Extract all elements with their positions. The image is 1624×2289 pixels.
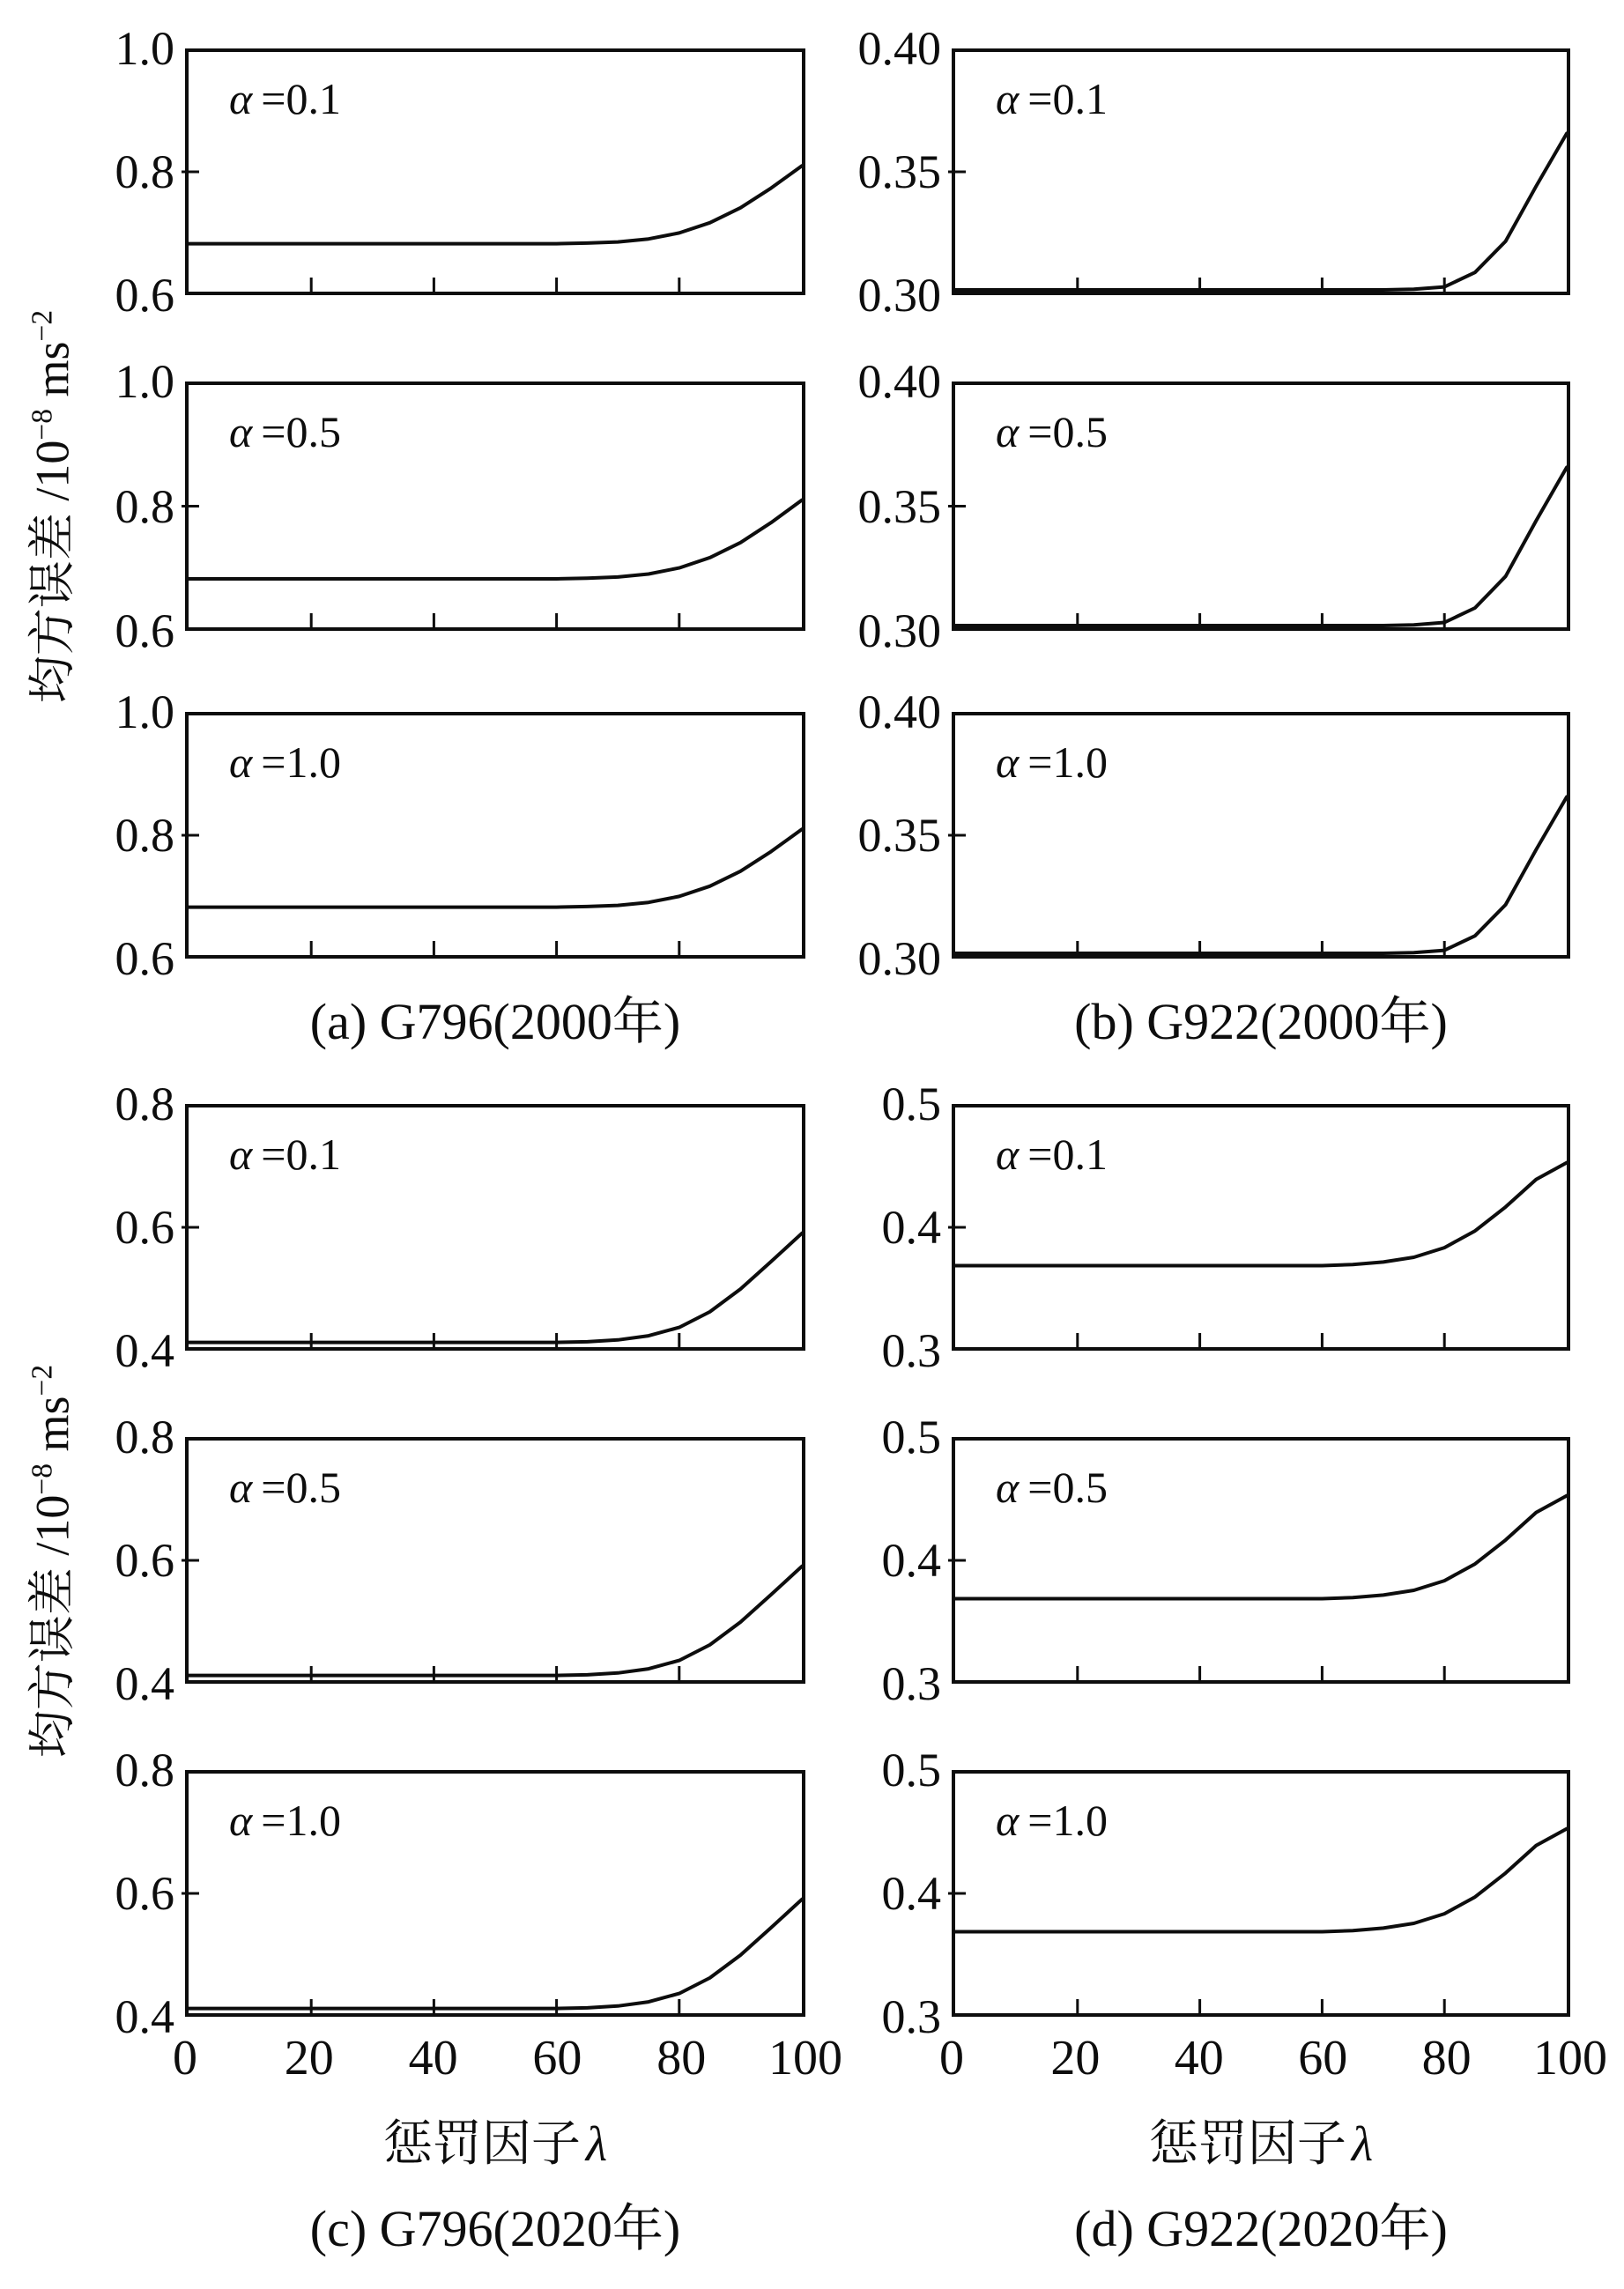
x-axis-label-left — [185, 2113, 805, 2176]
y-tick-label: 0.30 — [857, 932, 941, 985]
x-tick-labels-right — [939, 2026, 1607, 2090]
alpha-value: =0.1 — [1027, 74, 1108, 123]
alpha-symbol: α — [229, 737, 253, 787]
alpha-value: =1.0 — [1027, 737, 1108, 787]
y-axis-label-unit: ms — [26, 341, 79, 410]
alpha-symbol: α — [996, 1130, 1020, 1179]
subplot-b-alpha10 — [952, 712, 1570, 959]
alpha-value: =0.1 — [1027, 1130, 1108, 1179]
x-tick-label: 100 — [768, 2031, 842, 2085]
x-tick-label: 40 — [408, 2031, 458, 2085]
y-tick-label: 0.6 — [115, 269, 174, 322]
y-tick-label: 0.4 — [881, 1867, 941, 1920]
alpha-symbol: α — [229, 1796, 253, 1845]
y-axis-label-text: 均方误差 /10 — [26, 440, 79, 704]
alpha-value: =0.1 — [261, 1130, 341, 1179]
data-curve — [955, 134, 1567, 291]
plot-area-svg — [955, 1774, 1567, 2013]
alpha-symbol: α — [996, 1796, 1020, 1845]
y-tick-label: 0.30 — [857, 604, 941, 657]
alpha-symbol: α — [996, 407, 1020, 456]
alpha-symbol: α — [229, 407, 253, 456]
caption-panel-b: (b) G922(2000年) — [1074, 993, 1448, 1050]
plot-area-svg — [955, 385, 1567, 627]
plot-area-svg — [189, 1774, 802, 2013]
subplot-c-alpha10 — [185, 1770, 805, 2017]
y-tick-label: 0.4 — [115, 1324, 174, 1377]
y-axis-label-unit-exponent: −2 — [26, 309, 59, 342]
alpha-value: =0.1 — [261, 74, 341, 123]
subplot-a-alpha01 — [185, 48, 805, 295]
caption-panel-a: (a) G796(2000年) — [309, 993, 681, 1050]
y-tick-label: 1.0 — [115, 685, 174, 738]
y-axis-label-unit-exponent: −2 — [26, 1364, 59, 1396]
y-tick-label: 0.8 — [115, 479, 174, 533]
x-tick-labels-left — [173, 2026, 842, 2090]
y-tick-label: 0.4 — [881, 1201, 941, 1254]
plot-area-svg — [955, 52, 1567, 292]
x-axis-label-text: 惩罚因子 — [382, 2117, 581, 2172]
y-tick-label: 0.8 — [115, 1411, 174, 1463]
lambda-symbol: λ — [1351, 2117, 1374, 2172]
plot-area-svg — [189, 1107, 802, 1347]
y-tick-label: 0.3 — [881, 1324, 941, 1377]
x-tick-label: 20 — [1050, 2031, 1101, 2085]
alpha-symbol: α — [229, 74, 253, 123]
x-tick-label: 0 — [173, 2031, 197, 2085]
y-tick-label: 0.35 — [857, 145, 941, 198]
x-tick-label: 60 — [532, 2031, 582, 2085]
y-tick-label: 0.3 — [881, 1990, 941, 2043]
x-tick-label: 80 — [1421, 2031, 1472, 2085]
y-tick-label: 0.40 — [857, 355, 941, 408]
y-tick-label: 0.5 — [881, 1078, 941, 1130]
y-tick-label: 1.0 — [115, 22, 174, 75]
data-curve — [955, 1496, 1567, 1599]
subplot-d-alpha10 — [952, 1770, 1570, 2017]
data-curve — [189, 1567, 802, 1676]
plot-area-svg — [955, 1441, 1567, 1680]
y-tick-label: 0.8 — [115, 145, 174, 198]
alpha-symbol: α — [229, 1463, 253, 1512]
y-tick-label: 0.4 — [115, 1657, 174, 1710]
alpha-symbol: α — [996, 1463, 1020, 1512]
alpha-symbol: α — [229, 1130, 253, 1179]
alpha-value: =1.0 — [261, 1796, 341, 1845]
subplot-d-alpha05 — [952, 1437, 1570, 1684]
y-tick-label: 0.8 — [115, 1078, 174, 1130]
y-tick-label: 0.30 — [857, 269, 941, 322]
subplot-c-alpha05 — [185, 1437, 805, 1684]
plot-area-svg — [955, 1107, 1567, 1347]
y-axis-label-exponent: −8 — [26, 1463, 59, 1495]
subplot-d-alpha01 — [952, 1104, 1570, 1351]
plot-area-svg — [189, 715, 802, 955]
y-tick-label: 0.5 — [881, 1411, 941, 1463]
y-tick-label: 0.8 — [115, 1744, 174, 1796]
alpha-value: =0.5 — [1027, 407, 1108, 456]
y-tick-label: 0.6 — [115, 932, 174, 985]
y-tick-label: 0.8 — [115, 809, 174, 862]
y-axis-label-unit: ms — [26, 1396, 79, 1464]
y-tick-label: 0.35 — [857, 479, 941, 533]
data-curve — [189, 1233, 802, 1343]
x-tick-label: 60 — [1298, 2031, 1348, 2085]
x-axis-label-text: 惩罚因子 — [1148, 2117, 1346, 2172]
x-axis-label-right — [952, 2113, 1570, 2176]
plot-area-svg — [189, 385, 802, 627]
plot-area-svg — [189, 52, 802, 292]
alpha-symbol: α — [996, 74, 1020, 123]
data-curve — [189, 829, 802, 907]
x-tick-label: 40 — [1174, 2031, 1224, 2085]
subplot-c-alpha01 — [185, 1104, 805, 1351]
y-tick-label: 0.6 — [115, 604, 174, 657]
y-tick-label: 0.4 — [115, 1990, 174, 2043]
y-tick-label: 0.6 — [115, 1867, 174, 1920]
data-curve — [955, 797, 1567, 954]
data-curve — [189, 166, 802, 243]
subplot-a-alpha05 — [185, 382, 805, 631]
data-curve — [189, 500, 802, 579]
y-axis-label-text: 均方误差 /10 — [26, 1494, 79, 1759]
y-tick-label: 0.4 — [881, 1534, 941, 1587]
caption-panel-c: (c) G796(2020年) — [309, 2200, 681, 2257]
y-tick-label: 0.35 — [857, 809, 941, 862]
alpha-value: =1.0 — [1027, 1796, 1108, 1845]
caption-panel-d: (d) G922(2020年) — [1074, 2200, 1448, 2257]
subplot-a-alpha10 — [185, 712, 805, 959]
plot-area-svg — [189, 1441, 802, 1680]
y-tick-label: 0.6 — [115, 1534, 174, 1587]
alpha-symbol: α — [996, 737, 1020, 787]
alpha-value: =0.5 — [1027, 1463, 1108, 1512]
alpha-value: =0.5 — [261, 407, 341, 456]
data-curve — [189, 1900, 802, 2009]
alpha-value: =0.5 — [261, 1463, 341, 1512]
lambda-symbol: λ — [585, 2117, 608, 2172]
y-axis-label-exponent: −8 — [26, 409, 59, 441]
x-tick-label: 80 — [656, 2031, 707, 2085]
subplot-b-alpha05 — [952, 382, 1570, 631]
y-tick-label: 0.6 — [115, 1201, 174, 1254]
plot-area-svg — [955, 715, 1567, 955]
y-tick-label: 0.5 — [881, 1744, 941, 1796]
data-curve — [955, 1163, 1567, 1266]
data-curve — [955, 1829, 1567, 1932]
data-curve — [955, 468, 1567, 626]
alpha-value: =1.0 — [261, 737, 341, 787]
y-tick-label: 0.40 — [857, 22, 941, 75]
x-tick-label: 100 — [1533, 2031, 1607, 2085]
y-tick-label: 0.3 — [881, 1657, 941, 1710]
x-tick-label: 0 — [939, 2031, 964, 2085]
y-tick-label: 1.0 — [115, 355, 174, 408]
subplot-b-alpha01 — [952, 48, 1570, 295]
x-tick-label: 20 — [284, 2031, 334, 2085]
y-tick-label: 0.40 — [857, 685, 941, 738]
